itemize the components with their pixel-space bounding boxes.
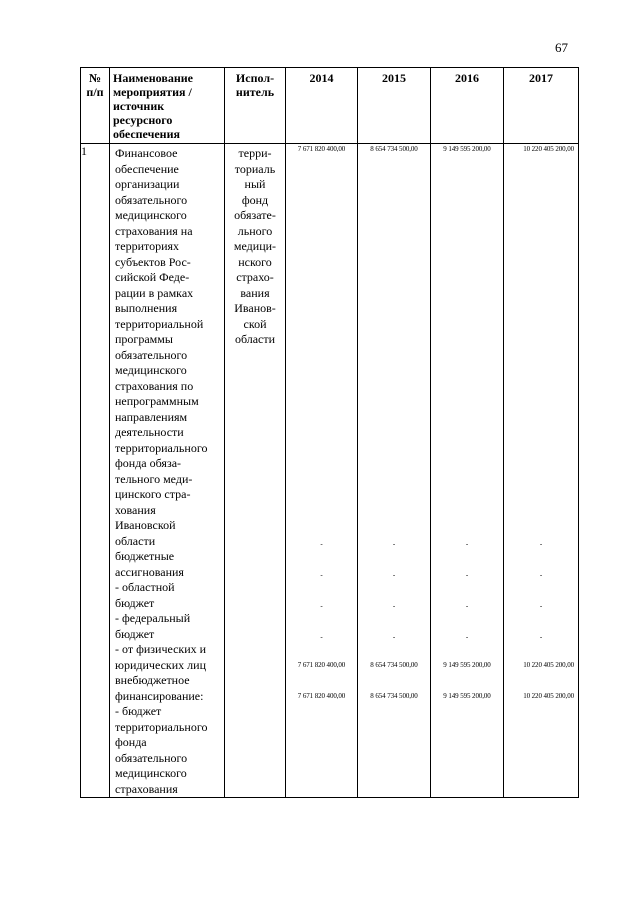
amount-individuals: - [539,633,543,641]
row-name-line: медицинского [115,363,187,377]
row-name-line: непрограммным [115,394,199,408]
header-name-line: Наименование [113,71,193,85]
row-name-line: - областной [115,580,175,594]
row-name-line: обязательного [115,347,188,362]
amount-individuals: - [320,633,323,641]
amount-total: 7 671 820 400,00 [297,145,346,153]
row-name-line: - от физических и [115,642,207,656]
amount-extrabudgetary: 9 149 595 200,00 [443,661,491,669]
amount-total: 8 654 734 500,00 [370,145,418,153]
row-name-line: субъектов Рос- [115,254,191,269]
amount-extrabudgetary: 7 671 820 400,00 [297,661,346,669]
row-name-line: юридических лиц [115,657,206,672]
amount-federal-budget: - [392,602,396,610]
year-cell-2014 [286,144,358,798]
row-name-line: цинского стра- [115,487,191,501]
row-name-line: территориальной [115,316,204,331]
header-name-line: мероприятия / [113,85,192,99]
row-name-line: фонда [115,735,147,749]
amount-extrabudgetary: 10 220 405 200,00 [523,661,574,669]
header-name-line: обеспечения [113,127,180,141]
header-name [110,68,225,144]
amount-regional-budget: - [465,571,469,579]
amount-federal-budget: - [465,602,469,610]
row-name-line: - федеральный [115,611,191,625]
row-name-line: тельного меди- [115,471,193,486]
row-executor-line: ториаль [234,161,276,176]
amount-territorial-fund: 9 149 595 200,00 [443,692,491,700]
row-name-line: страхования [115,781,178,796]
amount-extrabudgetary: 8 654 734 500,00 [370,661,418,669]
row-name-line: обязательного [115,750,188,765]
row-name-line: сийской Феде- [115,270,190,284]
amount-regional-budget: - [539,571,543,579]
row-name-line: Ивановской [115,518,176,532]
program-table [80,67,579,798]
amount-federal-budget: - [539,602,543,610]
row-executor-line: фонд [241,192,269,207]
year-cell-2016 [431,144,504,798]
amount-total: 10 220 405 200,00 [523,145,574,153]
row-name-line: страхования по [115,378,194,393]
header-year-2014: 2014 [286,68,358,144]
row-name-line: области [115,533,156,548]
row-name-line: обязательного [115,192,188,207]
row-name-line: бюджет [115,626,155,641]
row-executor-text [225,144,285,348]
page-number: 67 [555,40,568,55]
row-name-line: территориального [115,719,208,734]
table-row [81,144,579,798]
row-name-line: бюджет [115,595,155,610]
amount-budget-allocations: - [392,540,396,548]
header-number: № п/п [81,68,110,144]
header-executor-line: Испол- [235,71,275,85]
row-executor-line: области [234,332,276,346]
header-executor-line: нитель [235,85,275,99]
row-name-line: выполнения [115,301,178,315]
row-executor-line: вания [240,285,270,300]
row-number: 1 [81,144,110,798]
header-year-2016: 2016 [431,68,504,144]
row-executor-cell [225,144,286,798]
row-executor-line: Иванов- [234,301,276,315]
amount-regional-budget: - [392,571,396,579]
row-name-line: медицинского [115,766,187,780]
row-name-line: Финансовое [115,146,178,160]
header-executor [225,68,286,144]
amount-total: 9 149 595 200,00 [443,145,491,153]
amount-individuals: - [465,633,469,641]
row-name-line: страхования на [115,223,193,238]
row-name-line: - бюджет [115,704,162,718]
row-name-line: фонда обяза- [115,456,182,470]
row-executor-line: страхо- [236,270,274,284]
header-year-2017: 2017 [504,68,579,144]
row-name-line: бюджетные [115,549,175,563]
header-name-line: ресурсного [113,113,173,127]
row-executor-line: ный [244,177,266,191]
row-name-line: хования [115,502,156,517]
row-name-line: программы [115,332,173,346]
row-name-line: обеспечение [115,161,179,176]
row-name-line: направлениям [115,409,188,424]
row-name-line: организации [115,177,180,191]
row-name-line: внебюджетное [115,673,190,687]
row-executor-line: терри- [238,146,272,160]
year-cell-2017 [504,144,579,798]
row-name-line: финансирование: [115,688,204,703]
row-name-line: медицинского [115,208,187,222]
row-name-line: территориального [115,440,208,455]
amount-regional-budget: - [320,571,323,579]
amount-territorial-fund: 8 654 734 500,00 [370,692,418,700]
amount-budget-allocations: - [320,540,323,548]
row-name-line: рации в рамках [115,285,194,300]
row-executor-line: медици- [233,239,277,253]
row-name-line: ассигнования [115,564,184,579]
row-executor-line: нского [238,254,272,269]
amount-individuals: - [392,633,396,641]
header-row [81,68,579,144]
header-year-2015: 2015 [358,68,431,144]
row-name-cell [110,144,225,798]
header-name-line: источник [113,99,165,113]
row-name-text [110,144,224,797]
row-executor-line: обязате- [234,208,276,222]
amount-budget-allocations: - [539,540,543,548]
row-executor-line: льного [237,223,273,238]
year-cell-2015 [358,144,431,798]
row-executor-line: ской [243,316,267,331]
amount-budget-allocations: - [465,540,469,548]
row-name-line: деятельности [115,425,184,439]
amount-territorial-fund: 10 220 405 200,00 [523,692,574,700]
amount-territorial-fund: 7 671 820 400,00 [297,692,346,700]
amount-federal-budget: - [320,602,323,610]
row-name-line: территориях [115,239,180,253]
